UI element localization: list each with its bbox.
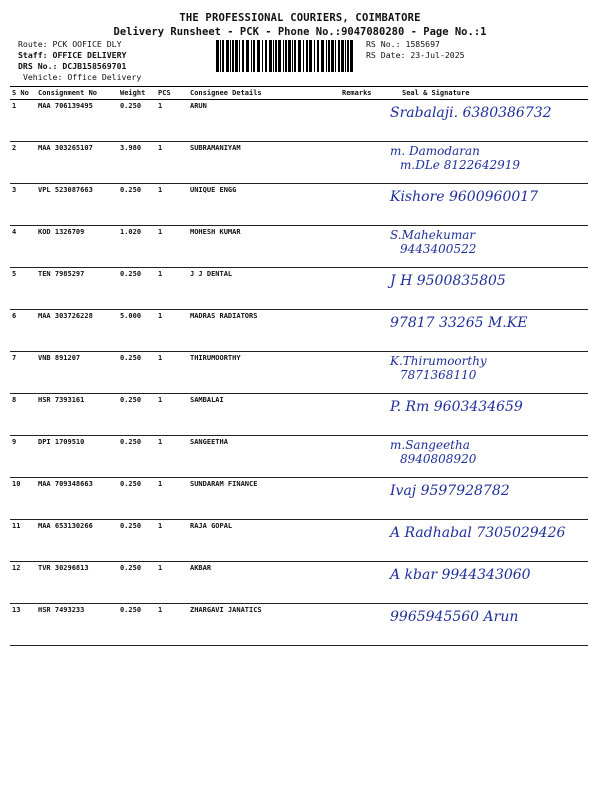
- cell-weight: 0.250: [118, 352, 156, 394]
- vehicle-line: [18, 72, 141, 83]
- rs-no-line: [366, 39, 465, 50]
- barcode-bar: [345, 40, 346, 72]
- cell-consignment-no: MAA 303265107: [36, 142, 118, 184]
- cell-consignment-no: MAA 303726228: [36, 310, 118, 352]
- barcode-bar: [347, 40, 349, 72]
- cell-sno: 11: [10, 520, 36, 562]
- cell-weight: 5.000: [118, 310, 156, 352]
- barcode-bar: [278, 40, 281, 72]
- cell-signature: [384, 268, 588, 310]
- signature-line-1: P. Rm 9603434659: [390, 399, 523, 415]
- cell-pcs: 1: [156, 520, 188, 562]
- cell-pcs: 1: [156, 184, 188, 226]
- cell-pcs: 1: [156, 478, 188, 520]
- cell-consignee: SUNDARAM FINANCE: [188, 478, 340, 520]
- cell-consignee: AKBAR: [188, 562, 340, 604]
- cell-remarks: [340, 352, 384, 394]
- signature-line-1: m. Damodaran: [390, 144, 480, 158]
- barcode-bar: [314, 40, 315, 72]
- signature-line-1: Srabalaji. 6380386732: [390, 105, 552, 121]
- barcode-bar: [253, 40, 255, 72]
- cell-signature: [384, 142, 588, 184]
- handwritten-signature: [390, 438, 476, 466]
- table-row: [10, 604, 588, 646]
- signature-line-1: A kbar 9944343060: [390, 567, 531, 583]
- cell-signature: [384, 436, 588, 478]
- drs-value: DCJB158569701: [62, 61, 127, 71]
- signature-line-2: 8940808920: [400, 452, 477, 466]
- barcode-bar: [262, 40, 263, 72]
- signature-line-2: 7871368110: [400, 368, 477, 382]
- barcode-bar: [321, 40, 324, 72]
- cell-pcs: 1: [156, 226, 188, 268]
- barcode-bar: [265, 40, 267, 72]
- barcode-bar: [303, 40, 304, 72]
- signature-line-2: m.DLe 8122642919: [400, 158, 521, 172]
- cell-sno: 8: [10, 394, 36, 436]
- cell-weight: 3.980: [118, 142, 156, 184]
- cell-weight: 0.250: [118, 394, 156, 436]
- cell-signature: [384, 394, 588, 436]
- table-row: [10, 352, 588, 394]
- col-header-sno: S No: [10, 87, 36, 100]
- handwritten-signature: [390, 144, 520, 172]
- vehicle-label: Vehicle:: [22, 72, 63, 82]
- cell-consignment-no: KOD 1326709: [36, 226, 118, 268]
- cell-weight: 0.250: [118, 520, 156, 562]
- signature-line-1: J H 9500835805: [390, 273, 506, 289]
- cell-remarks: [340, 310, 384, 352]
- cell-weight: 0.250: [118, 604, 156, 646]
- handwritten-signature: [390, 354, 487, 382]
- handwritten-signature: [390, 228, 476, 256]
- cell-pcs: 1: [156, 310, 188, 352]
- cell-weight: 0.250: [118, 478, 156, 520]
- cell-consignment-no: DPI 1709510: [36, 436, 118, 478]
- runsheet-table: [10, 86, 588, 646]
- handwritten-signature: [390, 274, 506, 288]
- cell-remarks: [340, 562, 384, 604]
- cell-signature: [384, 562, 588, 604]
- signature-line-1: 97817 33265 M.KE: [390, 315, 528, 331]
- col-header-consignee: Consignee Details: [188, 87, 340, 100]
- barcode-bar: [216, 40, 219, 72]
- barcode-bar: [331, 40, 334, 72]
- table-row: [10, 310, 588, 352]
- barcode-bar: [239, 40, 240, 72]
- handwritten-signature: [390, 610, 518, 624]
- barcode-bar: [309, 40, 312, 72]
- cell-signature: [384, 604, 588, 646]
- cell-weight: 0.250: [118, 562, 156, 604]
- barcode-bar: [275, 40, 277, 72]
- rs-date-label: RS Date:: [366, 50, 406, 60]
- col-header-signature: Seal & Signature: [384, 87, 588, 100]
- cell-remarks: [340, 226, 384, 268]
- rs-date-value: 23-Jul-2025: [410, 50, 465, 60]
- cell-weight: 0.250: [118, 268, 156, 310]
- table-row: [10, 268, 588, 310]
- barcode-bar: [292, 40, 293, 72]
- barcode-bar: [326, 40, 327, 72]
- table-row: [10, 520, 588, 562]
- cell-consignee: J J DENTAL: [188, 268, 340, 310]
- cell-signature: [384, 226, 588, 268]
- signature-line-1: S.Mahekumar: [390, 228, 476, 242]
- cell-remarks: [340, 478, 384, 520]
- cell-pcs: 1: [156, 142, 188, 184]
- barcode-bar: [242, 40, 244, 72]
- barcode-bar: [222, 40, 224, 72]
- runsheet-meta-left: [18, 39, 141, 83]
- col-header-weight: Weight: [118, 87, 156, 100]
- cell-consignee: ZHARGAVI JANATICS: [188, 604, 340, 646]
- cell-sno: 5: [10, 268, 36, 310]
- table-row: [10, 226, 588, 268]
- cell-weight: 0.250: [118, 100, 156, 142]
- barcode-bar: [338, 40, 340, 72]
- barcode-bar: [350, 40, 353, 72]
- cell-pcs: 1: [156, 394, 188, 436]
- table-header-row: [10, 87, 588, 100]
- cell-pcs: 1: [156, 100, 188, 142]
- signature-line-2: 9443400522: [400, 242, 477, 256]
- cell-consignee: THIRUMOORTHY: [188, 352, 340, 394]
- rs-no-value: 1585697: [405, 39, 440, 49]
- cell-consignee: UNIQUE ENGG: [188, 184, 340, 226]
- cell-consignee: SAMBALAI: [188, 394, 340, 436]
- cell-sno: 3: [10, 184, 36, 226]
- cell-sno: 9: [10, 436, 36, 478]
- cell-pcs: 1: [156, 436, 188, 478]
- cell-consignment-no: HSR 7493233: [36, 604, 118, 646]
- cell-signature: [384, 310, 588, 352]
- barcode-bar: [251, 40, 252, 72]
- cell-consignment-no: VPL 523087663: [36, 184, 118, 226]
- table-row: [10, 478, 588, 520]
- cell-consignee: ARUN: [188, 100, 340, 142]
- cell-sno: 13: [10, 604, 36, 646]
- cell-consignment-no: VNB 891207: [36, 352, 118, 394]
- cell-weight: 0.250: [118, 184, 156, 226]
- rs-no-label: RS No.:: [366, 39, 401, 49]
- handwritten-signature: [390, 568, 531, 582]
- barcode-bar: [341, 40, 344, 72]
- cell-weight: 0.250: [118, 436, 156, 478]
- signature-line-1: Ivaj 9597928782: [390, 483, 510, 499]
- barcode-bar: [298, 40, 301, 72]
- cell-remarks: [340, 394, 384, 436]
- signature-line-1: A Radhabal 7305029426: [390, 525, 566, 541]
- table-row: [10, 142, 588, 184]
- cell-remarks: [340, 604, 384, 646]
- cell-pcs: 1: [156, 562, 188, 604]
- cell-consignee: MADRAS RADIATORS: [188, 310, 340, 352]
- barcode-bar: [220, 40, 221, 72]
- table-row: [10, 184, 588, 226]
- barcode-bar: [317, 40, 319, 72]
- drs-label: DRS No.:: [18, 61, 58, 71]
- cell-signature: [384, 520, 588, 562]
- signature-line-1: m.Sangeetha: [390, 438, 470, 452]
- cell-pcs: 1: [156, 604, 188, 646]
- cell-signature: [384, 100, 588, 142]
- handwritten-signature: [390, 316, 527, 330]
- cell-pcs: 1: [156, 352, 188, 394]
- signature-line-1: K.Thirumoorthy: [390, 354, 487, 368]
- cell-consignment-no: TVR 30296813: [36, 562, 118, 604]
- barcode-bar: [226, 40, 229, 72]
- page-title: THE PROFESSIONAL COURIERS, COIMBATORE: [179, 12, 421, 24]
- barcode-bar: [306, 40, 308, 72]
- barcode-bar: [328, 40, 330, 72]
- barcode: [216, 40, 356, 72]
- page-subtitle: Delivery Runsheet - PCK - Phone No.:9047080280 - Page No.:1: [113, 26, 487, 38]
- cell-sno: 12: [10, 562, 36, 604]
- col-header-remarks: Remarks: [340, 87, 384, 100]
- handwritten-signature: [390, 106, 552, 120]
- barcode-bar: [257, 40, 260, 72]
- table-row: [10, 562, 588, 604]
- rs-date-line: [366, 50, 465, 61]
- cell-signature: [384, 352, 588, 394]
- barcode-bar: [269, 40, 272, 72]
- route-value: PCK OOFICE DLY: [52, 39, 122, 49]
- handwritten-signature: [390, 190, 538, 204]
- signature-line-1: 9965945560 Arun: [390, 609, 519, 625]
- handwritten-signature: [390, 484, 510, 498]
- cell-consignment-no: TEN 7985297: [36, 268, 118, 310]
- cell-signature: [384, 184, 588, 226]
- cell-consignment-no: MAA 706139495: [36, 100, 118, 142]
- cell-remarks: [340, 436, 384, 478]
- cell-sno: 7: [10, 352, 36, 394]
- barcode-bar: [294, 40, 296, 72]
- cell-sno: 6: [10, 310, 36, 352]
- table-row: [10, 394, 588, 436]
- cell-weight: 1.020: [118, 226, 156, 268]
- cell-remarks: [340, 100, 384, 142]
- barcode-bar: [235, 40, 238, 72]
- cell-remarks: [340, 520, 384, 562]
- cell-remarks: [340, 268, 384, 310]
- cell-consignment-no: MAA 653130266: [36, 520, 118, 562]
- cell-sno: 1: [10, 100, 36, 142]
- cell-remarks: [340, 142, 384, 184]
- barcode-bar: [230, 40, 231, 72]
- handwritten-signature: [390, 526, 565, 540]
- table-row: [10, 436, 588, 478]
- cell-sno: 10: [10, 478, 36, 520]
- route-line: [18, 39, 141, 50]
- barcode-bar: [283, 40, 284, 72]
- cell-consignee: MOHESH KUMAR: [188, 226, 340, 268]
- barcode-bar: [288, 40, 291, 72]
- cell-pcs: 1: [156, 268, 188, 310]
- runsheet-meta-right: [366, 39, 465, 61]
- handwritten-signature: [390, 400, 523, 414]
- cell-sno: 2: [10, 142, 36, 184]
- staff-line: [18, 50, 141, 61]
- cell-consignment-no: MAA 709348663: [36, 478, 118, 520]
- cell-consignment-no: HSR 7393161: [36, 394, 118, 436]
- drs-line: [18, 61, 141, 72]
- col-header-pcs: PCS: [156, 87, 188, 100]
- cell-signature: [384, 478, 588, 520]
- table-row: [10, 100, 588, 142]
- signature-line-1: Kishore 9600960017: [390, 189, 539, 205]
- cell-sno: 4: [10, 226, 36, 268]
- staff-value: OFFICE DELIVERY: [52, 50, 127, 60]
- cell-consignee: RAJA GOPAL: [188, 520, 340, 562]
- barcode-bar: [232, 40, 234, 72]
- barcode-bar: [285, 40, 287, 72]
- vehicle-value: Office Delivery: [67, 72, 142, 82]
- cell-remarks: [340, 184, 384, 226]
- col-header-consignment: Consignment No: [36, 87, 118, 100]
- cell-consignee: SUBRAMANIYAM: [188, 142, 340, 184]
- barcode-bar: [246, 40, 249, 72]
- route-label: Route:: [18, 39, 48, 49]
- barcode-bar: [335, 40, 336, 72]
- staff-label: Staff:: [18, 50, 48, 60]
- barcode-bar: [273, 40, 274, 72]
- cell-consignee: SANGEETHA: [188, 436, 340, 478]
